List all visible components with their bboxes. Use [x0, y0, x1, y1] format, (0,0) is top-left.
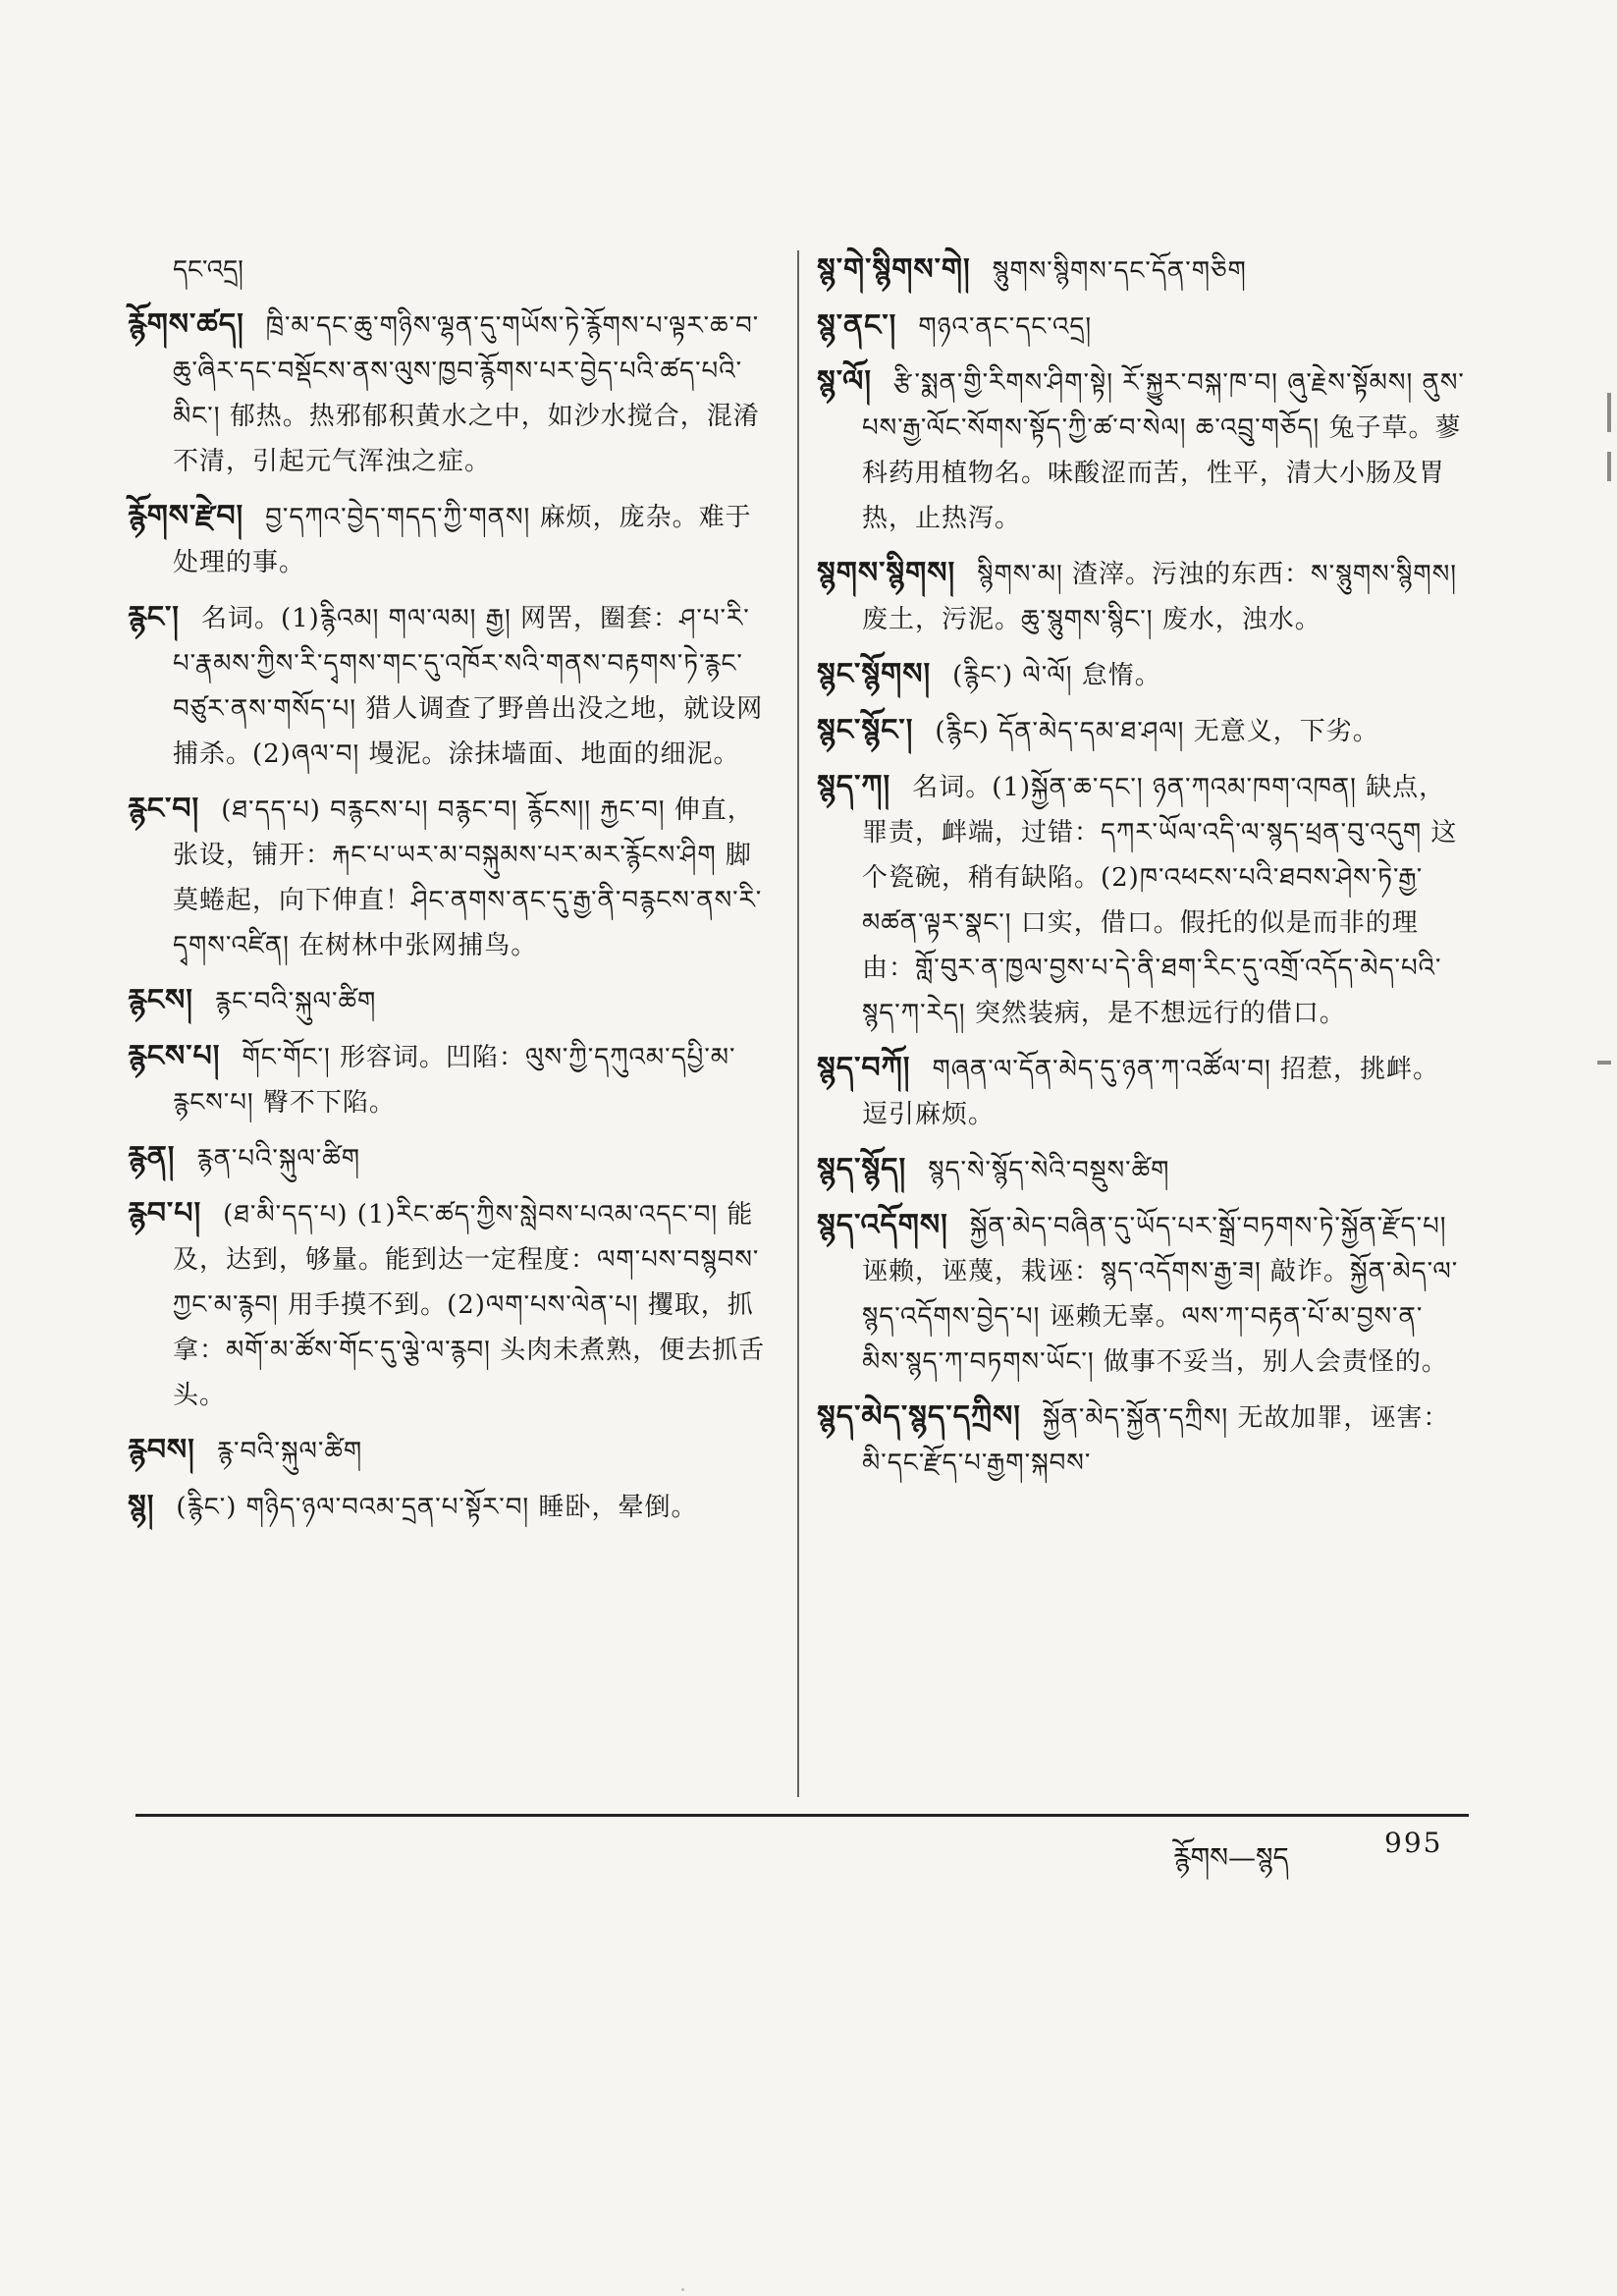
- entry-headword: སྙ་ནང་།: [817, 308, 897, 343]
- scan-edge-mark: [1597, 1061, 1611, 1065]
- entry-headword: རྙབས།: [128, 1433, 195, 1467]
- dictionary-entry: [817, 1046, 1465, 1137]
- entry-body: (རྙིང་) གཉིད་ཉལ་བའམ་དྲན་པ་སྟོར་བ། 睡卧，晕倒。: [176, 1493, 698, 1522]
- entry-body: གོང་གོང་། 形容词。凹陷：ལུས་ཀྱི་དཀུའམ་དཔྱི་མ་རྙངས་པ། 臀不下陷。: [173, 1043, 736, 1118]
- entry-body: རྩི་སྨན་གྱི་རིགས་ཤིག་སྟེ། རོ་སྐྱུར་བསྐ་ཁ་བ། ཞུ་རྗེས་སྟོམས། ནུས་པས་རྒྱ་ལོང་སོགས་སྟོད་ཀྱི་ཚ་བ་སེལ། ཆ་འབྲུ་གཅོད། 兔子草。蓼科药用植物名。味酸涩而苦，性平，清大小肠及胃热，止热泻。: [862, 368, 1465, 533]
- dictionary-entry: [817, 1203, 1465, 1385]
- entry-body: རྙ་བའི་སྐུལ་ཚིག: [216, 1437, 363, 1466]
- entry-headword: སྙད་ཀ།: [817, 769, 891, 803]
- entry-body: སྙད་སེ་སྙོད་སེའི་བསྡུས་ཚིག: [928, 1156, 1170, 1185]
- dictionary-entry: [817, 708, 1465, 754]
- entry-headword: སྙ།: [128, 1489, 155, 1523]
- entry-headword: སྙང་སྙོགས།: [817, 657, 932, 691]
- entry-headword: རྙངས།: [128, 983, 193, 1017]
- entry-body: སྐྱོན་མེད་བཞིན་དུ་ཡོད་པར་སྒྲོ་བཏགས་ཏེ་སྐྱོན་རྫོད་པ། 诬赖，诬蔑，栽诬：སྙད་འདོགས་རྒྱ་ཟ། 敲诈。སྐྱོན་མེད་ལ་སྙད་འདོགས་བྱེད་པ། 诬赖无辜。ལས་ཀ་བརྟན་པོ་མ་བྱས་ན་མིས་སྙད་ཀ་བཏགས་ཡོང་། 做事不妥当，别人会责怪的。: [862, 1212, 1459, 1377]
- dictionary-entry: [817, 1147, 1465, 1193]
- entry-body: གཞན་ལ་དོན་མེད་དུ་ཉན་ཀ་འཚོལ་བ། 招惹，挑衅。逗引麻烦。: [862, 1055, 1440, 1129]
- dictionary-entry: [128, 787, 766, 968]
- right-column: [817, 247, 1465, 1496]
- entry-headword: སྙ་གེ་སྙིགས་གེ།: [817, 252, 971, 287]
- dictionary-entry: [128, 1034, 766, 1125]
- dictionary-entry: [128, 1484, 766, 1530]
- entry-headword: སྙ་ལོ།: [817, 364, 872, 399]
- page-number: 995: [1384, 1827, 1443, 1859]
- entry-body: (ཐ་མི་དད་པ) (1)རིང་ཚད་ཀྱིས་སླེབས་པའམ་འདང་བ། 能及，达到，够量。能到达一定程度：ལག་པས་བསྙབས་ཀྱང་མ་རྙབ། 用手摸不到。(2)ལག་པས་ལེན་པ། 攫取，抓拿：མགོ་མ་ཚོས་གོང་དུ་ལྕེ་ལ་རྙབ། 头肉未煮熟，便去抓舌头。: [173, 1200, 766, 1410]
- entry-headword: རྙན།: [128, 1140, 176, 1175]
- entry-body: བྱ་དཀའ་བྱེད་གདད་ཀྱི་གནས། 麻烦，庞杂。难于处理的事。: [173, 503, 752, 577]
- entry-headword: སྙད་བཀོ།: [817, 1051, 911, 1085]
- entry-body: སྐྱོན་མེད་སྐྱོན་དཀྲིས། 无故加罪，诬害：མི་དང་རྫོད་པ་རྒྱག་སྐབས་: [862, 1403, 1450, 1478]
- entry-headword: རྙོགས་རྫེབ།: [128, 499, 244, 533]
- dictionary-entry: [128, 1135, 766, 1181]
- dictionary-entry: [817, 764, 1465, 1036]
- dictionary-entry: [128, 1428, 766, 1474]
- entry-headword: སྙང་སྙོང་།: [817, 713, 914, 747]
- entry-body: རྙང་བའི་སྐུལ་ཚིག: [214, 987, 377, 1016]
- running-head: རྙོགས—སྙད: [1173, 1841, 1289, 1874]
- entry-headword: རྙང་བ།: [128, 792, 200, 826]
- entry-body: ཁྲི་མ་དང་ཆུ་གཉིས་ལྷན་དུ་གཡོས་ཏེ་རྙོགས་པ་ལྟར་ཆ་བ་ཆུ་ཞིར་དང་བསྡོངས་ནས་ལུས་ཁྱབ་རྙོགས་པར་བྱེད་པའི་ཚད་པའི་མིང་། 郁热。热邪郁积黄水之中，如沙水搅合，混淆不清，引起元气浑浊之症。: [173, 311, 760, 476]
- entry-body: (ཐ་དད་པ) བརྙངས་པ། བརྙང་བ། རྙོངས།། རྐྱང་བ། 伸直，张设，铺开：རྐང་པ་ཡར་མ་བསྐུམས་པར་མར་རྙོངས་ཤིག 脚莫蜷起，向下伸直！ཤིང་ནགས་ནང་དུ་རྒྱ་ནི་བརྙངས་ནས་རི་དྭགས་འཛིན། 在树林中张网捕鸟。: [173, 795, 763, 960]
- dictionary-entry: [128, 1191, 766, 1418]
- dictionary-entry: [128, 595, 766, 777]
- dictionary-entry: [817, 551, 1465, 642]
- dictionary-entry: [817, 247, 1465, 294]
- entry-body: (རྙིང་) ལེ་ལོ། 怠惰。: [952, 661, 1161, 690]
- dictionary-entry: [817, 652, 1465, 698]
- entry-body: 名词。(1)སྐྱོན་ཆ་དང་། ཉན་ཀའམ་ཁག་འཁན། 缺点，罪责，衅端，过错：དཀར་ཡོལ་འདི་ལ་སྙད་ཕྲན་བུ་འདུག 这个瓷碗，稍有缺陷。(2)ཁ་འཕངས་པའི་ཐབས་ཤེས་ཏེ་རྒྱ་མཚན་ལྟར་སྣང་། 口实，借口。假托的似是而非的理由：གློ་བུར་ན་ཁྱལ་བྱས་པ་དེ་ནི་ཐག་རིང་དུ་འགྲོ་འདོད་མེད་པའི་སྙད་ཀ་རེད། 突然装病，是不想远行的借口。: [862, 773, 1458, 1028]
- entry-body: (རྙིང) དོན་མེད་དམ་ཐ་ཤལ། 无意义，下劣。: [935, 717, 1379, 746]
- scan-edge-mark: [1607, 393, 1611, 432]
- dictionary-entry: [128, 978, 766, 1024]
- entry-headword: རྙབ་པ།: [128, 1196, 202, 1230]
- entry-headword: རྙང་།: [128, 600, 180, 634]
- continuation-text: [128, 247, 766, 293]
- left-column: [128, 247, 766, 1540]
- column-divider: [797, 250, 799, 1797]
- entry-body: སྙིགས་མ། 渣滓。污浊的东西：ས་སྙུགས་སྙིགས། 废土，污泥。ཆུ་སྙུགས་སྙིང་། 废水，浊水。: [862, 560, 1458, 634]
- entry-headword: རྙོགས་ཚད།: [128, 307, 244, 342]
- entry-headword: སྙད་སྙོད།: [817, 1152, 907, 1186]
- dictionary-entry: [817, 303, 1465, 350]
- dictionary-entry: [128, 302, 766, 484]
- footer-rule: [135, 1814, 1469, 1817]
- scan-speck: [681, 2288, 684, 2291]
- entry-body: དང་འདྲ།: [173, 255, 243, 285]
- entry-headword: སྙགས་སྙིགས།: [817, 556, 956, 590]
- entry-body: 名词。(1)རྙིའམ། གལ་ལམ། རྒྱ། 网罟，圈套：ཤ་པ་རི་པ་རྣམས་ཀྱིས་རི་དྭགས་གང་དུ་འཁོར་སའི་གནས་བརྟགས་ཏེ་རྙང་བཙུར་ནས་གསོད་པ། 猎人调查了野兽出没之地，就设网捕杀。(2)ཞལ་བ། 墁泥。涂抹墙面、地面的细泥。: [173, 604, 764, 769]
- scan-edge-mark: [1607, 452, 1611, 481]
- entry-body: གཉའ་ནང་དང་འདྲ།: [918, 312, 1093, 342]
- entry-headword: སྙད་འདོགས།: [817, 1208, 948, 1242]
- entry-headword: སྙད་མེད་སྙད་དཀྲིས།: [817, 1399, 1021, 1434]
- entry-headword: རྙངས་པ།: [128, 1039, 221, 1073]
- entry-body: རྙན་པའི་སྐུལ་ཚིག: [196, 1144, 361, 1174]
- dictionary-entry: [817, 359, 1465, 541]
- entry-body: སྙུགས་སྙིགས་དང་དོན་གཅིག: [992, 256, 1247, 286]
- dictionary-entry: [128, 494, 766, 585]
- dictionary-entry: [817, 1394, 1465, 1486]
